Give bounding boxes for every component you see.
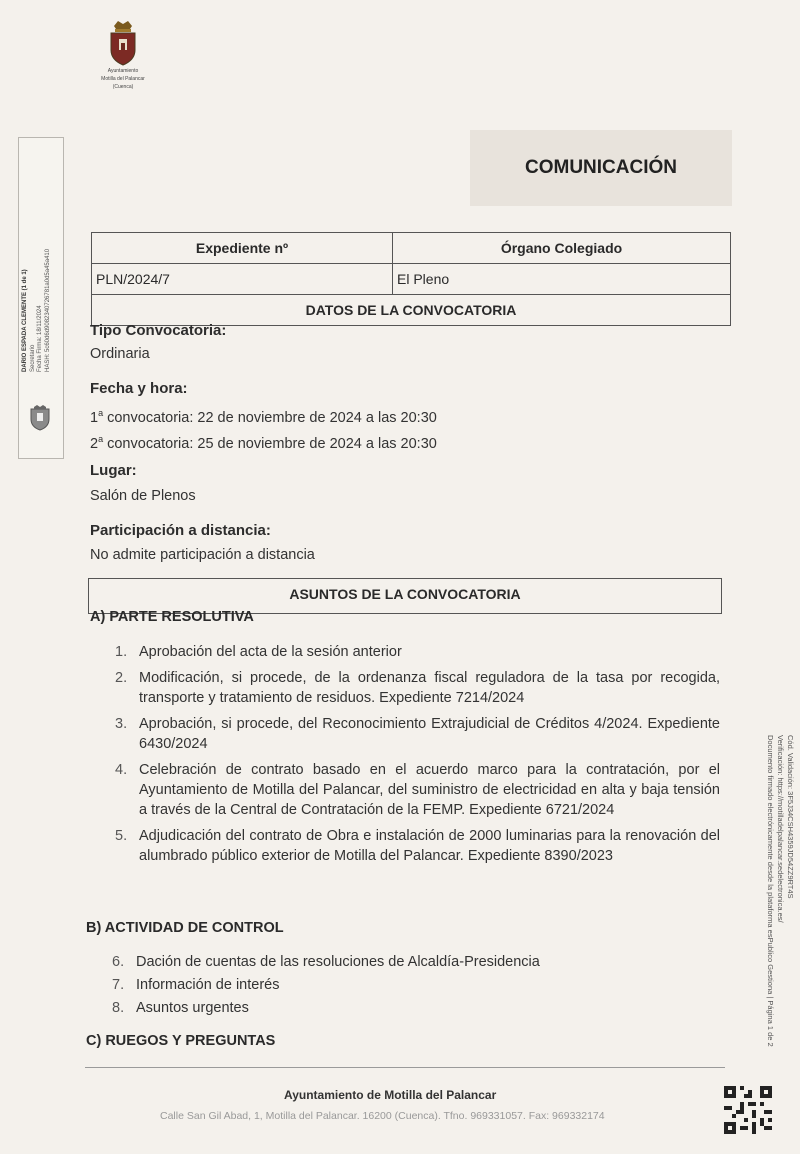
document-title: COMUNICACIÓN [470, 130, 732, 206]
list-item [115, 668, 720, 708]
item-text: Modificación, si procede, de la ordenanza fiscal reguladora de la tasa por recogida, transporte y tratamiento de residuos. Expediente 7214/2024 [139, 670, 720, 706]
validation-platform: Documento firmado electrónicamente desde la plataforma esPublico Gestiona | Página 1 de 2 [766, 735, 775, 1047]
item-text: Celebración de contrato basado en el acuerdo marco para la contratación, por el Ayuntamiento de Motilla del Palancar, del suministro de electricidad en alta y baja tensión a través de la Central de Contratación de la FEMP. Expediente 6721/2024 [139, 762, 720, 818]
item-text: Aprobación, si procede, del Reconocimiento Extrajudicial de Créditos 4/2024. Expediente 6430/2024 [139, 716, 720, 752]
item-number: 1. [115, 644, 128, 660]
organo-value: El Pleno [393, 264, 731, 295]
conv2-ordinal: a [98, 434, 104, 444]
footer-divider [85, 1067, 725, 1068]
signature-seal-icon [28, 405, 52, 436]
validation-url: Verificación: https://motilladelpalancar.sedelectronica.es/ [776, 735, 785, 923]
expediente-value: PLN/2024/7 [92, 264, 393, 295]
section-b-heading: B) ACTIVIDAD DE CONTROL [86, 920, 284, 936]
item-text: Dación de cuentas de las resoluciones de Alcaldía-Presidencia [136, 954, 540, 970]
item-text: Información de interés [136, 977, 280, 993]
fecha-label: Fecha y hora: [90, 380, 188, 397]
items-parte-resolutiva [115, 642, 720, 872]
signature-text [22, 142, 56, 372]
qr-code-icon [724, 1086, 772, 1134]
lugar-label: Lugar: [90, 462, 137, 479]
item-text: Aprobación del acta de la sesión anterior [139, 644, 402, 660]
section-a-heading: A) PARTE RESOLUTIVA [90, 609, 254, 625]
crest-line-1: Ayuntamiento [107, 68, 139, 74]
item-number: 7. [112, 977, 125, 993]
participacion-label: Participación a distancia: [90, 522, 271, 539]
items-actividad-control [112, 952, 712, 1021]
convocatoria-2 [90, 434, 437, 452]
tipo-value: Ordinaria [90, 346, 150, 362]
datos-convocatoria-heading: DATOS DE LA CONVOCATORIA [92, 295, 731, 326]
signature-date: Fecha Firma: 18/11/2024 [37, 305, 43, 372]
signer-name: DARIO ESPADA CLEMENTE (1 de 1) [22, 269, 28, 372]
item-number: 4. [115, 762, 128, 778]
footer-address: Calle San Gil Abad, 1, Motilla del Palancar. 16200 (Cuenca). Tfno. 969331057. Fax: 969332174 [160, 1110, 605, 1122]
item-number: 8. [112, 1000, 125, 1016]
conv1-number: 1 [90, 409, 99, 426]
expediente-table [91, 232, 731, 326]
item-text: Asuntos urgentes [136, 1000, 249, 1016]
list-item [115, 642, 720, 662]
crest-line-2: Motilla del Palancar [101, 76, 145, 82]
tipo-label: Tipo Convocatoria: [90, 322, 227, 339]
participacion-value: No admite participación a distancia [90, 547, 315, 563]
conv2-number: 2 [90, 435, 99, 452]
section-c-heading: C) RUEGOS Y PREGUNTAS [86, 1033, 276, 1049]
conv1-text: convocatoria: 22 de noviembre de 2024 a las 20:30 [103, 409, 437, 426]
lugar-value: Salón de Plenos [90, 488, 196, 504]
expediente-header: Expediente nº [92, 233, 393, 264]
list-item [115, 760, 720, 820]
list-item [112, 998, 712, 1018]
list-item [112, 975, 712, 995]
item-number: 5. [115, 828, 128, 844]
item-number: 6. [112, 954, 125, 970]
item-text: Adjudicación del contrato de Obra e instalación de 2000 luminarias para la renovación del alumbrado público exterior de Motilla del Palancar. Expediente 8390/2023 [139, 828, 720, 864]
conv1-ordinal: a [98, 408, 104, 418]
convocatoria-1 [90, 408, 437, 426]
item-number: 3. [115, 716, 128, 732]
list-item [115, 826, 720, 866]
validation-code: Cód. Validación: 3F5J34CSH4359JD54ZZ9RT4S [786, 735, 795, 899]
list-item [115, 714, 720, 754]
organo-header: Órgano Colegiado [393, 233, 731, 264]
signature-hash: HASH: 5c60d6d9082340726781a0d5a45a410 [44, 248, 51, 372]
footer-organization: Ayuntamiento de Motilla del Palancar [284, 1088, 497, 1102]
asuntos-heading: ASUNTOS DE LA CONVOCATORIA [88, 578, 722, 614]
crest-icon [106, 20, 140, 66]
signer-role: Secretario [29, 344, 36, 372]
item-number: 2. [115, 670, 128, 686]
crest-line-3: (Cuenca) [112, 84, 134, 90]
validation-sidebar [745, 735, 795, 1065]
municipal-crest-logo [98, 20, 148, 90]
list-item [112, 952, 712, 972]
conv2-text: convocatoria: 25 de noviembre de 2024 a las 20:30 [103, 435, 437, 452]
